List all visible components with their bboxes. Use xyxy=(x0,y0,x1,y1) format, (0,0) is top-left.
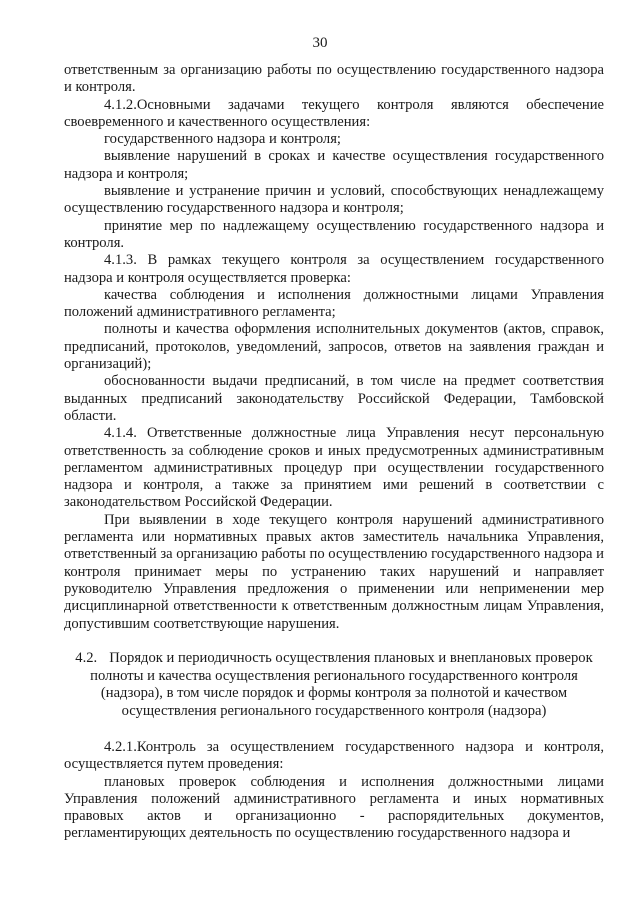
paragraph: 4.1.2.Основными задачами текущего контроля являются обеспечение своевременного и качественного осуществления: xyxy=(64,96,604,130)
paragraph: выявление нарушений в сроках и качестве осуществления государственного надзора и контроля; xyxy=(64,148,604,182)
section-number: 4.2. xyxy=(75,649,98,666)
section-title: Порядок и периодичность осуществления плановых и внеплановых проверок полноты и качества осуществления регионального государственного контроля (надзора), в том числе порядок и формы контроля за полнотой и качеством осуществления регионального государственного контроля (надзора) xyxy=(90,649,593,720)
paragraph: ответственным за организацию работы по осуществлению государственного надзора и контроля. xyxy=(64,62,604,96)
paragraph: 4.2.1.Контроль за осуществлением государственного надзора и контроля, осуществляется путем проведения: xyxy=(64,738,604,773)
paragraph: обоснованности выдачи предписаний, в том числе на предмет соответствия выданных предписаний законодательству Российской Федерации, Тамбовской области. xyxy=(64,373,604,424)
document-body xyxy=(64,62,604,843)
paragraph: полноты и качества оформления исполнительных документов (актов, справок, предписаний, протоколов, уведомлений, запросов, ответов на заявления граждан и организаций); xyxy=(64,321,604,373)
paragraph: принятие мер по надлежащему осуществлению государственного надзора и контроля. xyxy=(64,217,604,251)
paragraph: При выявлении в ходе текущего контроля нарушений административного регламента или нормативных правых актов заместитель начальника Управления, ответственный за организацию работы по осуществлению государственного надзора и контроля принимает меры по устранению таких нарушений и направляет руководителю Управления предложения о применении или неприменении мер дисциплинарной ответственности к ответственным должностным лицам Управления, допустившим соответствующие нарушения. xyxy=(64,511,604,632)
paragraph: качества соблюдения и исполнения должностными лицами Управления положений административного регламента; xyxy=(64,286,604,321)
paragraph: 4.1.4. Ответственные должностные лица Управления несут персональную ответственность за соблюдение сроков и иных предусмотренных административным регламентом административных процедур при осуществлении государственного надзора и контроля, а также за принятием ими решений в соответствии с законодательством Российской Федерации. xyxy=(64,425,604,511)
paragraph: плановых проверок соблюдения и исполнения должностными лицами Управления положений административного регламента и иных нормативных правовых актов и организационно - распорядительных документов, регламентирующих деятельность по осуществлению государственного надзора и xyxy=(64,773,604,842)
paragraph: выявление и устранение причин и условий, способствующих ненадлежащему осуществлению государственного надзора и контроля; xyxy=(64,183,604,217)
page-number: 30 xyxy=(312,35,328,51)
paragraph: 4.1.3. В рамках текущего контроля за осуществлением государственного надзора и контроля осуществляется проверка: xyxy=(64,252,604,286)
paragraph: государственного надзора и контроля; xyxy=(104,131,341,148)
section-heading xyxy=(64,650,604,721)
